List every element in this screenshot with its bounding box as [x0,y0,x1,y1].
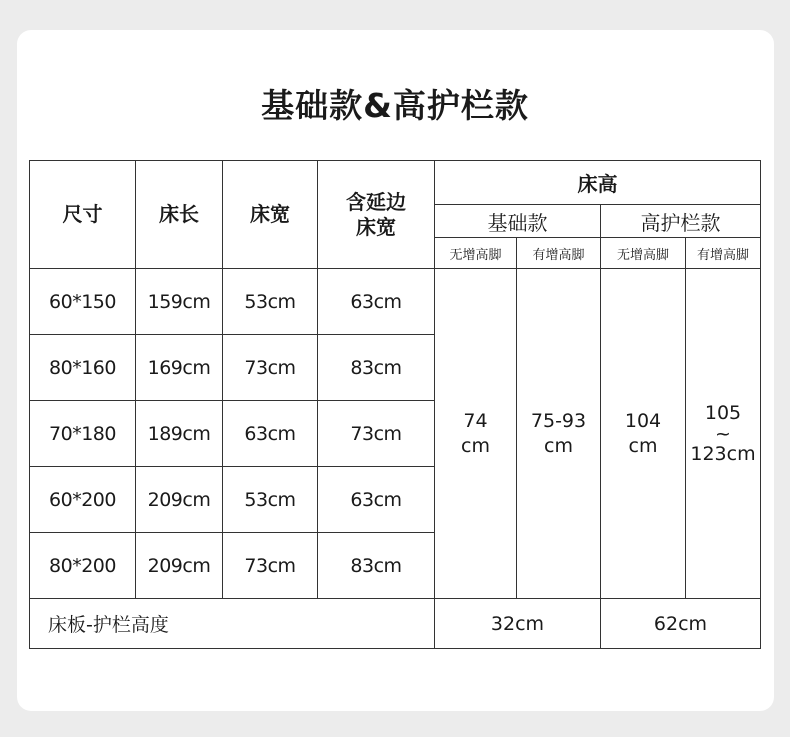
row-3-size: 70*180 [30,401,136,467]
header-width-with-edge-line1: 含延边 [346,189,406,214]
height-basic-no-riser [435,269,517,599]
height-basic-no-riser-unit: cm [461,434,490,457]
header-basic-no-riser: 无增高脚 [435,238,517,269]
footer-high-rail-height: 62cm [601,599,761,649]
row-3-length: 189cm [136,401,223,467]
height-high-rail-with-riser [686,269,761,599]
row-4-size: 60*200 [30,467,136,533]
row-4-width-with-edge: 63cm [318,467,435,533]
row-4-length: 209cm [136,467,223,533]
row-3-width: 63cm [223,401,318,467]
height-basic-no-riser-value: 74 [463,409,488,432]
header-basic: 基础款 [435,205,601,238]
row-3-width-with-edge: 73cm [318,401,435,467]
header-high-rail-with-riser: 有增高脚 [686,238,761,269]
height-high-rail-no-riser-value: 104 [624,409,662,432]
height-high-rail-with-riser-max: 123cm [690,442,756,465]
height-high-rail-no-riser [601,269,686,599]
header-bed-height: 床高 [435,161,761,205]
header-basic-with-riser: 有增高脚 [517,238,601,269]
page-title: 基础款&高护栏款 [261,86,529,125]
footer-rail-height-label: 床板-护栏高度 [30,599,435,649]
footer-basic-rail-height: 32cm [435,599,601,649]
row-2-size: 80*160 [30,335,136,401]
row-5-width: 73cm [223,533,318,599]
height-high-rail-with-riser-min: 105 [704,401,742,424]
size-table [29,160,760,649]
height-high-rail-with-riser-tilde: ~ [715,422,731,445]
row-1-size: 60*150 [30,269,136,335]
header-high-rail: 高护栏款 [601,205,761,238]
row-1-width: 53cm [223,269,318,335]
header-length: 床长 [136,161,223,269]
height-basic-with-riser [517,269,601,599]
row-5-width-with-edge: 83cm [318,533,435,599]
row-2-width: 73cm [223,335,318,401]
height-high-rail-no-riser-unit: cm [628,434,658,457]
height-basic-with-riser-value: 75-93 [530,409,587,432]
row-5-length: 209cm [136,533,223,599]
row-1-length: 159cm [136,269,223,335]
header-high-rail-no-riser: 无增高脚 [601,238,686,269]
height-basic-with-riser-unit: cm [544,434,573,457]
row-1-width-with-edge: 63cm [318,269,435,335]
header-width: 床宽 [223,161,318,269]
header-width-with-edge [318,161,435,269]
row-5-size: 80*200 [30,533,136,599]
header-size: 尺寸 [30,161,136,269]
row-4-width: 53cm [223,467,318,533]
row-2-width-with-edge: 83cm [318,335,435,401]
row-2-length: 169cm [136,335,223,401]
header-width-with-edge-line2: 床宽 [356,214,396,239]
